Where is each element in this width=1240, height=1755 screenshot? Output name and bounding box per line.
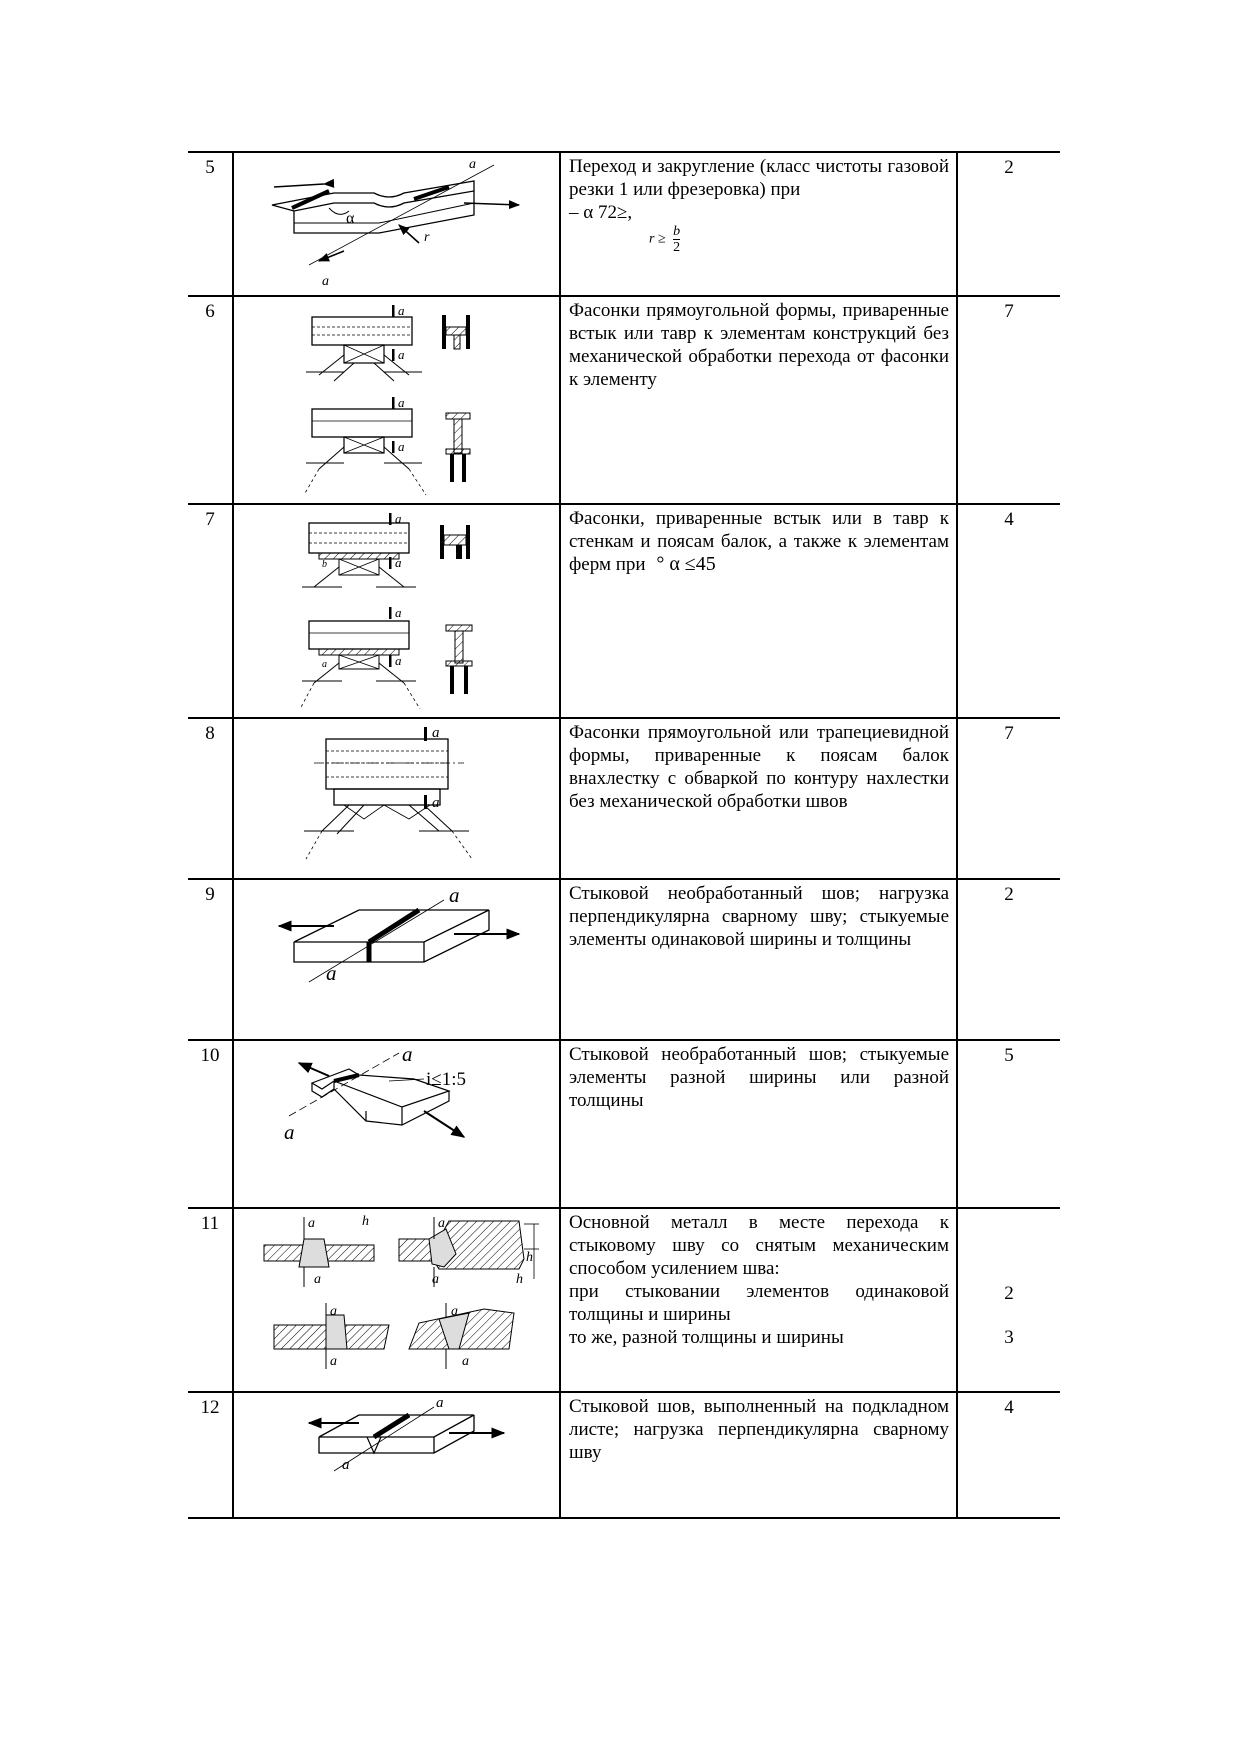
figure-cell: [233, 1208, 560, 1392]
fatigue-class: 2: [957, 152, 1060, 296]
section-label-a: a: [330, 1354, 337, 1369]
description-cell: Фасонки прямоугольной или трапециевидной формы, приваренные к поясам балок внахлестку с обваркой по контуру нахлестки без механической обработки швов: [560, 718, 957, 879]
description-text: Фасонки, приваренные встык или в тавр к стенкам и поясам балок, а также к элементам ферм при: [569, 508, 949, 575]
description-cell: Стыковой шов, выполненный на подкладном листе; нагрузка перпендикулярна сварному шву: [560, 1392, 957, 1518]
table-row: [188, 718, 1060, 879]
section-4: [409, 1303, 514, 1369]
row-number: 10: [188, 1040, 233, 1208]
section-label-a: a: [398, 439, 405, 454]
row-number: 5: [188, 152, 233, 296]
description-cell: [560, 152, 957, 296]
t-section-icon: [446, 625, 472, 694]
gusset-bottom: [304, 395, 426, 495]
row-number: 8: [188, 718, 233, 879]
slope-label: i≤1:5: [426, 1069, 466, 1090]
section-label-a: a: [284, 1120, 295, 1144]
section-3: [274, 1303, 389, 1369]
fatigue-class: 7: [957, 718, 1060, 879]
section-label-a: a: [308, 1216, 315, 1231]
figure-cell: [233, 1040, 560, 1208]
table-row: [188, 504, 1060, 718]
section-label-a: a: [436, 1395, 444, 1411]
description-subitem: то же, разной толщины и ширины: [569, 1327, 844, 1348]
section-label-a: a: [432, 725, 440, 741]
gusset-bottom: [300, 605, 420, 709]
gusset-top: [302, 511, 416, 587]
section-label-a: a: [395, 511, 402, 526]
table-row: [188, 1040, 1060, 1208]
fatigue-class: 4: [957, 1392, 1060, 1518]
section-label-a: a: [462, 1354, 469, 1369]
figure-cell: [233, 152, 560, 296]
alpha-label: α: [346, 210, 355, 227]
section-label-a: a: [438, 1216, 445, 1231]
description-cell: Фасонки прямоугольной формы, приваренные встык или тавр к элементам конструкций без механической обработки перехода от фасонки к элементу: [560, 296, 957, 504]
row-number: 6: [188, 296, 233, 504]
gusset-tee-weld-figure: [234, 505, 559, 715]
description-subitem: при стыковании элементов одинаковой толщины и ширины: [569, 1281, 949, 1325]
height-label-h: h: [526, 1250, 533, 1265]
height-label-h: h: [362, 1214, 369, 1229]
lap-gusset-figure: [234, 719, 559, 876]
formula-fraction: [673, 224, 680, 255]
section-label-a: a: [395, 605, 402, 620]
formula-denominator: 2: [673, 240, 681, 255]
section-label-a: a: [314, 1272, 321, 1287]
fatigue-class: 7: [957, 296, 1060, 504]
table-row: [188, 1392, 1060, 1518]
figure-cell: [233, 718, 560, 879]
section-label-a: a: [395, 555, 402, 570]
section-label-a: a: [330, 1304, 337, 1319]
section-label-a: a: [451, 1304, 458, 1319]
section-label-a: a: [469, 157, 476, 172]
h-section-icon: [442, 315, 470, 349]
table-row: [188, 296, 1060, 504]
fatigue-class-cell: [957, 1208, 1060, 1392]
row-number: 7: [188, 504, 233, 718]
section-label-a: a: [398, 347, 405, 362]
figure-cell: [233, 504, 560, 718]
row-number: 9: [188, 879, 233, 1040]
fatigue-class-table: [188, 151, 1060, 1519]
figure-cell: [233, 296, 560, 504]
radius-formula: [569, 224, 949, 254]
angle-condition: ° α ≤45: [656, 553, 716, 575]
fatigue-class: 3: [1004, 1327, 1014, 1348]
description-cell: Стыковой необработанный шов; нагрузка перпендикулярна сварному шву; стыкуемые элементы одинаковой ширины и толщины: [560, 879, 957, 1040]
table-row: [188, 879, 1060, 1040]
section-label-b: b: [322, 559, 327, 570]
description-cell: [560, 1208, 957, 1392]
formula-r: r ≥: [649, 231, 666, 247]
section-label-a: a: [322, 274, 329, 289]
section-1: [264, 1214, 374, 1287]
description-cell: Стыковой необработанный шов; стыкуемые элементы разной ширины или разной толщины: [560, 1040, 957, 1208]
formula-numerator: b: [673, 224, 681, 239]
figure-cell: [233, 879, 560, 1040]
figure-cell: [233, 1392, 560, 1518]
h-section-icon: [440, 525, 470, 559]
section-label-a: a: [322, 659, 327, 670]
section-2: [399, 1216, 539, 1287]
rectangular-gusset-figure: [234, 297, 559, 501]
fatigue-class: 2: [957, 879, 1060, 1040]
section-label-a: a: [449, 883, 460, 907]
row-number: 11: [188, 1208, 233, 1392]
machined-butt-weld-figure: [234, 1209, 559, 1389]
table-row: [188, 1208, 1060, 1392]
fatigue-class: 4: [957, 504, 1060, 718]
gusset-top: [306, 303, 422, 381]
butt-weld-different-width-figure: [234, 1041, 559, 1205]
section-label-a: a: [395, 653, 402, 668]
butt-weld-plate-figure: [234, 880, 559, 1037]
fatigue-class: 2: [1004, 1283, 1014, 1304]
section-label-a: a: [398, 395, 405, 410]
t-section-icon: [446, 413, 470, 482]
table-row: [188, 152, 1060, 296]
row-number: 12: [188, 1392, 233, 1518]
section-label-a: a: [342, 1457, 350, 1473]
description-cell: [560, 504, 957, 718]
radius-label: r: [424, 230, 430, 245]
section-label-a: a: [398, 303, 405, 318]
description-text: Переход и закругление (класс чистоты газовой резки 1 или фрезеровка) при: [569, 156, 949, 200]
description-text: Основной металл в месте перехода к стыковому шву со снятым механическим способом усилением шва:: [569, 1212, 949, 1279]
section-label-a: a: [326, 961, 337, 985]
height-label-h: h: [516, 1272, 523, 1287]
backing-plate-weld-figure: [234, 1393, 559, 1515]
fatigue-class: 5: [957, 1040, 1060, 1208]
section-label-a: a: [432, 795, 440, 811]
section-label-a: a: [432, 1272, 439, 1287]
angle-condition: – α 72≥,: [569, 202, 633, 223]
transition-rounding-figure: [234, 153, 559, 293]
section-label-a: a: [402, 1042, 413, 1066]
